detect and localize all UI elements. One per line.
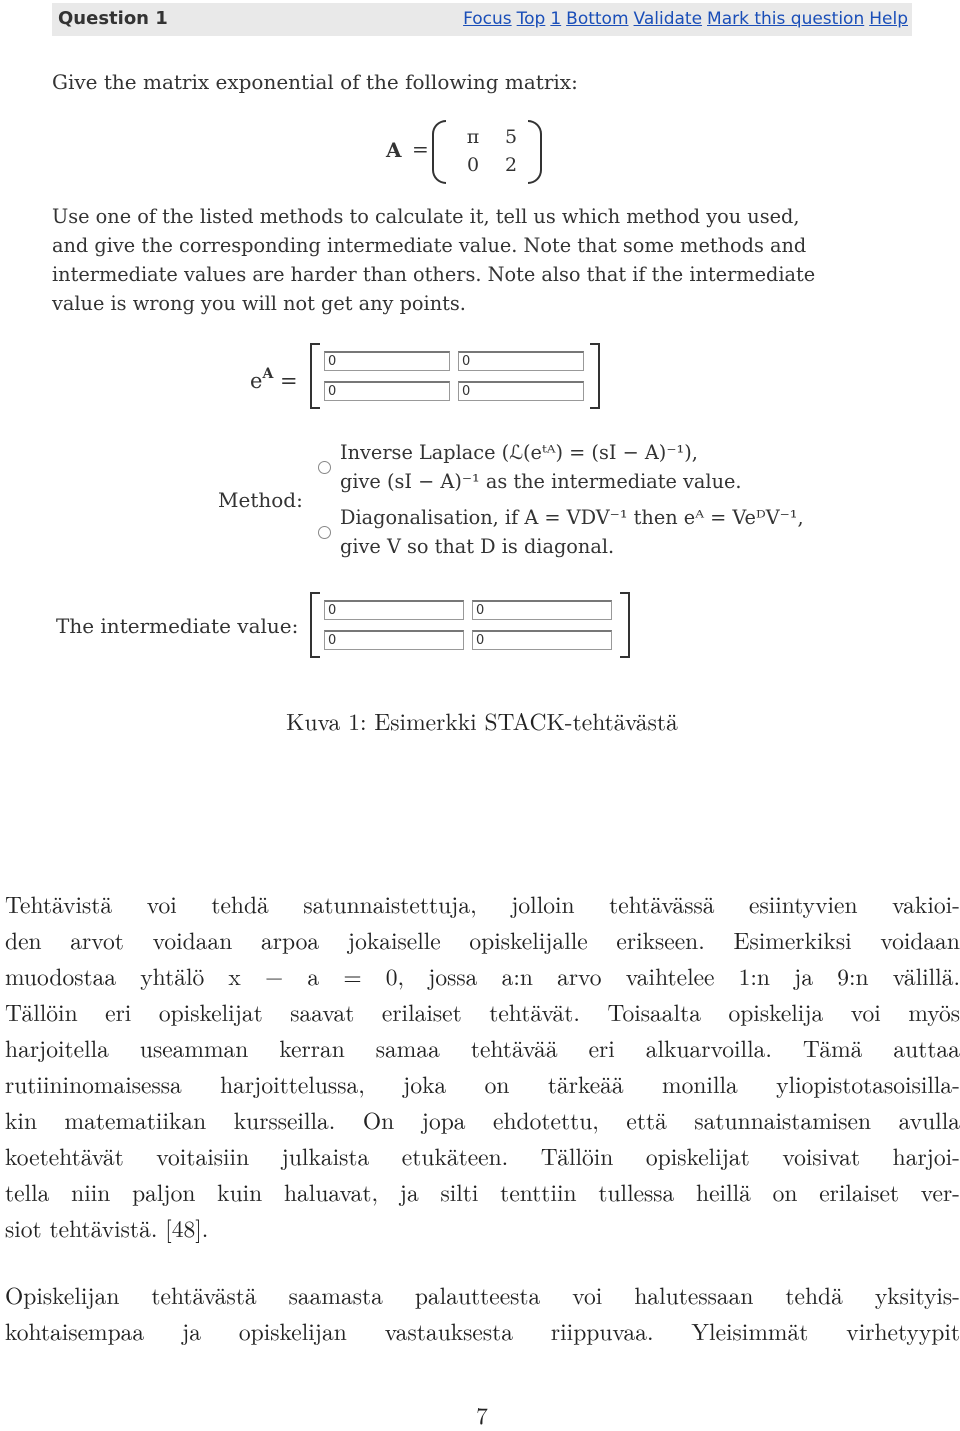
matrix-a: [386, 118, 566, 184]
matrix-cell: 5: [504, 126, 518, 148]
instruction-line: and give the corresponding intermediate value. Note that some methods and: [52, 234, 807, 257]
matrix-cell: 2: [504, 154, 518, 176]
exp-input-12[interactable]: [458, 351, 584, 371]
text-line: den arvot voidaan arpoa jokaiselle opiskelijalle erikseen. Esimerkiksi voidaan: [5, 923, 960, 956]
exp-input-22[interactable]: [458, 381, 584, 401]
text-line: kohtaisempaa ja opiskelijan vastauksesta riippuvaa. Yleisimmät virhetyypit: [5, 1314, 960, 1347]
left-bracket: [310, 592, 320, 658]
method-option-diagonalisation[interactable]: [340, 503, 804, 561]
exp-label-sup: A: [262, 366, 274, 382]
question-title: Question 1: [58, 8, 168, 29]
mark-question-link[interactable]: Mark this question: [707, 9, 865, 29]
question-header-bar: [52, 3, 912, 36]
exp-label-base: e: [250, 369, 263, 393]
text-line: Tällöin eri opiskelijat saavat erilaiset tehtävät. Toisaalta opiskelija voi myös: [5, 995, 960, 1028]
help-link[interactable]: Help: [869, 9, 908, 29]
text-line: Opiskelijan tehtävästä saamasta palautteesta voi halutessaan tehdä yksityis-: [5, 1278, 960, 1311]
iv-input-22[interactable]: [472, 630, 612, 650]
intermediate-label: The intermediate value:: [56, 614, 299, 638]
iv-input-12[interactable]: [472, 600, 612, 620]
option-line: give V so that D is diagonal.: [340, 535, 615, 558]
question-instructions: [52, 202, 892, 318]
iv-input-21[interactable]: [324, 630, 464, 650]
method-radio-diagonalisation[interactable]: [318, 526, 331, 539]
right-bracket: [590, 343, 600, 409]
instruction-line: value is wrong you will not get any points.: [52, 292, 466, 315]
bottom-link[interactable]: Bottom: [566, 9, 629, 29]
top-link[interactable]: Top: [516, 9, 546, 29]
text-line: tella niin paljon kuin haluavat, ja silti tenttiin tullessa heillä on erilaiset ver-: [5, 1175, 960, 1208]
paragraph-1: [5, 886, 960, 1246]
method-label: Method:: [218, 488, 303, 512]
text-line: harjoitella useamman kerran samaa tehtävää eri alkuarvoilla. Tämä auttaa: [5, 1031, 960, 1064]
exp-input-21[interactable]: [324, 381, 450, 401]
matrix-cell: π: [466, 126, 480, 148]
equals-sign: =: [280, 369, 298, 393]
exp-answer-matrix: [310, 343, 602, 409]
exp-label: [250, 366, 298, 393]
text-line: Tehtävistä voi tehdä satunnaistettuja, jolloin tehtävässä esiintyvien vakioi-: [5, 887, 960, 920]
question-number-link[interactable]: 1: [550, 9, 562, 29]
method-option-laplace[interactable]: [340, 438, 742, 496]
exp-input-11[interactable]: [324, 351, 450, 371]
paragraph-2: [5, 1277, 960, 1349]
option-line: give (sI − A)⁻¹ as the intermediate value.: [340, 470, 742, 493]
text-line: siot tehtävistä. [48].: [5, 1211, 209, 1244]
matrix-cell: 0: [466, 154, 480, 176]
right-bracket: [620, 592, 630, 658]
question-nav-links: [458, 9, 908, 29]
validate-link[interactable]: Validate: [633, 9, 703, 29]
left-paren: [432, 120, 446, 184]
text-line: rutiininomaisessa harjoittelussa, joka on tärkeää monilla yliopistotasoisilla-: [5, 1067, 960, 1100]
option-line: Inverse Laplace (ℒ(eᵗᴬ) = (sI − A)⁻¹),: [340, 441, 698, 464]
method-radio-laplace[interactable]: [318, 461, 331, 474]
figure-caption: Kuva 1: Esimerkki STACK-tehtävästä: [286, 704, 678, 737]
iv-input-11[interactable]: [324, 600, 464, 620]
instruction-line: Use one of the listed methods to calculate it, tell us which method you used,: [52, 205, 800, 228]
instruction-line: intermediate values are harder than others. Note also that if the intermediate: [52, 263, 816, 286]
intermediate-answer-matrix: [310, 592, 632, 658]
left-bracket: [310, 343, 320, 409]
option-line: Diagonalisation, if A = VDV⁻¹ then eᴬ = VeᴰV⁻¹,: [340, 506, 804, 529]
right-paren: [528, 120, 542, 184]
text-line: koetehtävät voitaisiin julkaista etukäteen. Tällöin opiskelijat voisivat harjoi-: [5, 1139, 960, 1172]
page-number: 7: [476, 1398, 488, 1431]
matrix-label: A: [386, 138, 402, 162]
focus-link[interactable]: Focus: [463, 9, 512, 29]
text-line: kin matematiikan kursseilla. On jopa ehdotettu, että satunnaistamisen avulla: [5, 1103, 960, 1136]
question-intro: Give the matrix exponential of the following matrix:: [52, 70, 578, 94]
equals-sign: =: [412, 137, 429, 161]
text-line: muodostaa yhtälö x − a = 0, jossa a:n arvo vaihtelee 1:n ja 9:n välillä.: [5, 959, 960, 992]
